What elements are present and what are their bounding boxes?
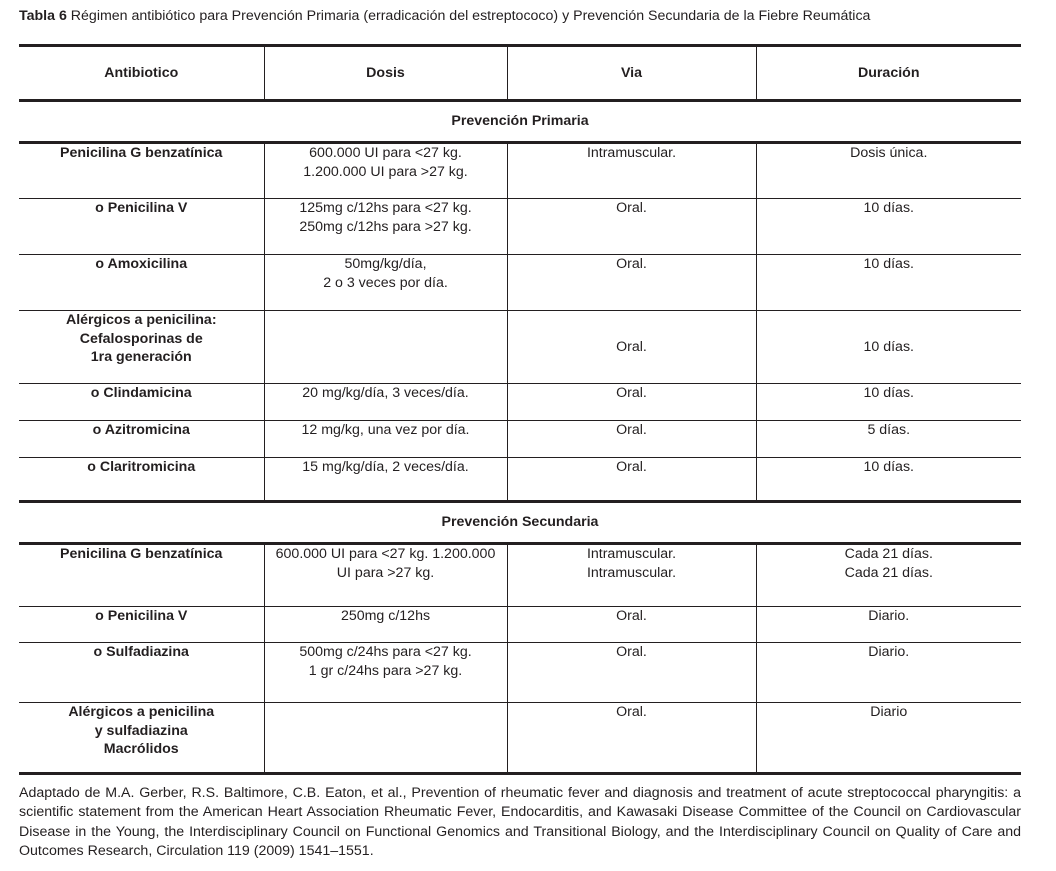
table-body: [19, 101, 1021, 774]
cell-line: 10 días.: [863, 338, 914, 355]
cell-line: Diario.: [868, 608, 910, 624]
cell-via: [507, 311, 756, 384]
cell-duracion: [756, 544, 1021, 607]
cell-duracion: [756, 143, 1021, 199]
cell-dosis: [264, 421, 507, 458]
cell-line: y sulfadiazina: [94, 722, 188, 739]
cell-antibiotico: [19, 143, 264, 199]
cell-duracion: [756, 384, 1021, 421]
section-title: Prevención Primaria: [19, 101, 1021, 143]
cell-line: Diario.: [868, 644, 910, 660]
cell-dosis: [264, 255, 507, 311]
cell-via: [507, 458, 756, 502]
cell-antibiotico: [19, 607, 264, 643]
section-row: [19, 101, 1021, 143]
cell-duracion: [756, 458, 1021, 502]
header-row: [19, 46, 1021, 101]
cell-antibiotico: [19, 544, 264, 607]
cell-line: 10 días.: [863, 385, 914, 401]
table-row: [19, 311, 1021, 384]
cell-line: Intramuscular.: [586, 564, 677, 581]
cell-antibiotico: [19, 255, 264, 311]
cell-line: o Penicilina V: [95, 200, 188, 216]
cell-line: 2 o 3 veces por día.: [323, 274, 448, 291]
cell-via: [507, 421, 756, 458]
caption-text: Régimen antibiótico para Prevención Primaria (erradicación del estreptococo) y Prevención Secundaria de la Fiebre Reumática: [70, 8, 871, 24]
cell-antibiotico: [19, 421, 264, 458]
cell-line: Oral.: [616, 704, 647, 720]
cell-dosis: [264, 384, 507, 421]
source-note: Adaptado de M.A. Gerber, R.S. Baltimore, C.B. Eaton, et al., Prevention of rheumatic fever and diagnosis and treatment of acute streptococcal pharyngitis: a scientific statement from the American Heart Association Rheumatic Fever, Endocarditis, and Kawasaki Disease Committee of the Council on Cardiovascular Disease in the Young, the Interdisciplinary Council on Functional Genomics and Transitional Biology, and the Interdisciplinary Council on Quality of Care and Outcomes Research, Circulation 119 (2009) 1541–1551.: [19, 785, 1021, 859]
cell-line: Alérgicos a penicilina:: [65, 312, 217, 328]
cell-dosis: [264, 458, 507, 502]
cell-duracion: [756, 199, 1021, 255]
cell-line: Cada 21 días.: [844, 564, 933, 581]
cell-line: UI para >27 kg.: [336, 564, 435, 581]
cell-via: [507, 143, 756, 199]
cell-dosis: [264, 143, 507, 199]
table-row: [19, 384, 1021, 421]
cell-line: Oral.: [616, 338, 647, 355]
cell-line: Macrólidos: [103, 741, 179, 757]
cell-line: 20 mg/kg/día, 3 veces/día.: [302, 385, 469, 401]
cell-line: o Sulfadiazina: [93, 644, 189, 660]
cell-dosis: [264, 643, 507, 703]
cell-antibiotico: [19, 458, 264, 502]
cell-via: [507, 703, 756, 774]
cell-line: Intramuscular.: [586, 145, 677, 161]
cell-antibiotico: [19, 311, 264, 384]
table-row: [19, 458, 1021, 502]
section-row: [19, 502, 1021, 544]
table-row: [19, 143, 1021, 199]
header-via: Via: [507, 46, 756, 101]
cell-line: 250mg c/12hs para >27 kg.: [299, 218, 472, 235]
table-row: [19, 199, 1021, 255]
cell-dosis: [264, 544, 507, 607]
table-row: [19, 643, 1021, 703]
cell-via: [507, 544, 756, 607]
table-row: [19, 255, 1021, 311]
cell-dosis: [264, 311, 507, 384]
cell-line: Diario: [870, 704, 908, 720]
cell-duracion: [756, 311, 1021, 384]
cell-line: Penicilina G benzatínica: [60, 145, 223, 161]
cell-via: [507, 199, 756, 255]
cell-antibiotico: [19, 703, 264, 774]
cell-line: 10 días.: [863, 200, 914, 216]
cell-dosis: [264, 703, 507, 774]
cell-line: Oral.: [616, 256, 647, 272]
cell-line: Oral.: [616, 422, 647, 438]
cell-line: 50mg/kg/día,: [344, 256, 427, 272]
cell-line: Penicilina G benzatínica: [60, 546, 223, 562]
cell-duracion: [756, 421, 1021, 458]
section-title: Prevención Secundaria: [19, 502, 1021, 544]
cell-line: o Claritromicina: [87, 459, 196, 475]
antibiotic-regimen-table: [19, 44, 1021, 775]
table-row: [19, 421, 1021, 458]
header-antibiotico: Antibiotico: [19, 46, 264, 101]
cell-line: o Amoxicilina: [95, 256, 188, 272]
cell-line: Dosis única.: [850, 145, 928, 161]
table-caption: [19, 7, 1029, 25]
table-row: [19, 607, 1021, 643]
cell-antibiotico: [19, 643, 264, 703]
cell-line: o Azitromicina: [92, 422, 190, 438]
table-row: [19, 544, 1021, 607]
cell-via: [507, 384, 756, 421]
cell-line: 1ra generación: [90, 349, 192, 365]
cell-line: 15 mg/kg/día, 2 veces/día.: [302, 459, 469, 475]
cell-line: 10 días.: [863, 459, 914, 475]
cell-antibiotico: [19, 384, 264, 421]
cell-line: Oral.: [616, 644, 647, 660]
cell-line: Oral.: [616, 385, 647, 401]
cell-duracion: [756, 255, 1021, 311]
cell-dosis: [264, 607, 507, 643]
cell-line: 125mg c/12hs para <27 kg.: [299, 200, 472, 216]
cell-line: Oral.: [616, 200, 647, 216]
cell-line: 1.200.000 UI para >27 kg.: [303, 163, 468, 180]
cell-line: 600.000 UI para <27 kg.: [309, 145, 462, 161]
cell-via: [507, 643, 756, 703]
cell-line: Intramuscular.: [586, 546, 677, 562]
cell-line: Cefalosporinas de: [79, 330, 203, 347]
cell-dosis: [264, 199, 507, 255]
table-row: [19, 703, 1021, 774]
cell-line: Cada 21 días.: [844, 546, 933, 562]
cell-line: Alérgicos a penicilina: [68, 704, 215, 720]
cell-duracion: [756, 607, 1021, 643]
cell-antibiotico: [19, 199, 264, 255]
cell-line: 5 días.: [867, 422, 911, 438]
cell-line: 12 mg/kg, una vez por día.: [301, 422, 470, 438]
cell-line: 250mg c/12hs: [340, 608, 431, 624]
cell-line: 10 días.: [863, 256, 914, 272]
cell-line: o Penicilina V: [95, 608, 188, 624]
cell-via: [507, 255, 756, 311]
cell-line: Oral.: [616, 459, 647, 475]
caption-label: Tabla 6: [19, 8, 67, 24]
header-duracion: Duración: [756, 46, 1021, 101]
cell-line: Oral.: [616, 608, 647, 624]
cell-duracion: [756, 703, 1021, 774]
cell-line: 1 gr c/24hs para >27 kg.: [308, 662, 463, 679]
cell-line: 500mg c/24hs para <27 kg.: [299, 644, 472, 660]
cell-duracion: [756, 643, 1021, 703]
cell-via: [507, 607, 756, 643]
cell-line: o Clindamicina: [90, 385, 192, 401]
cell-line: 600.000 UI para <27 kg. 1.200.000: [275, 546, 496, 562]
header-dosis: Dosis: [264, 46, 507, 101]
